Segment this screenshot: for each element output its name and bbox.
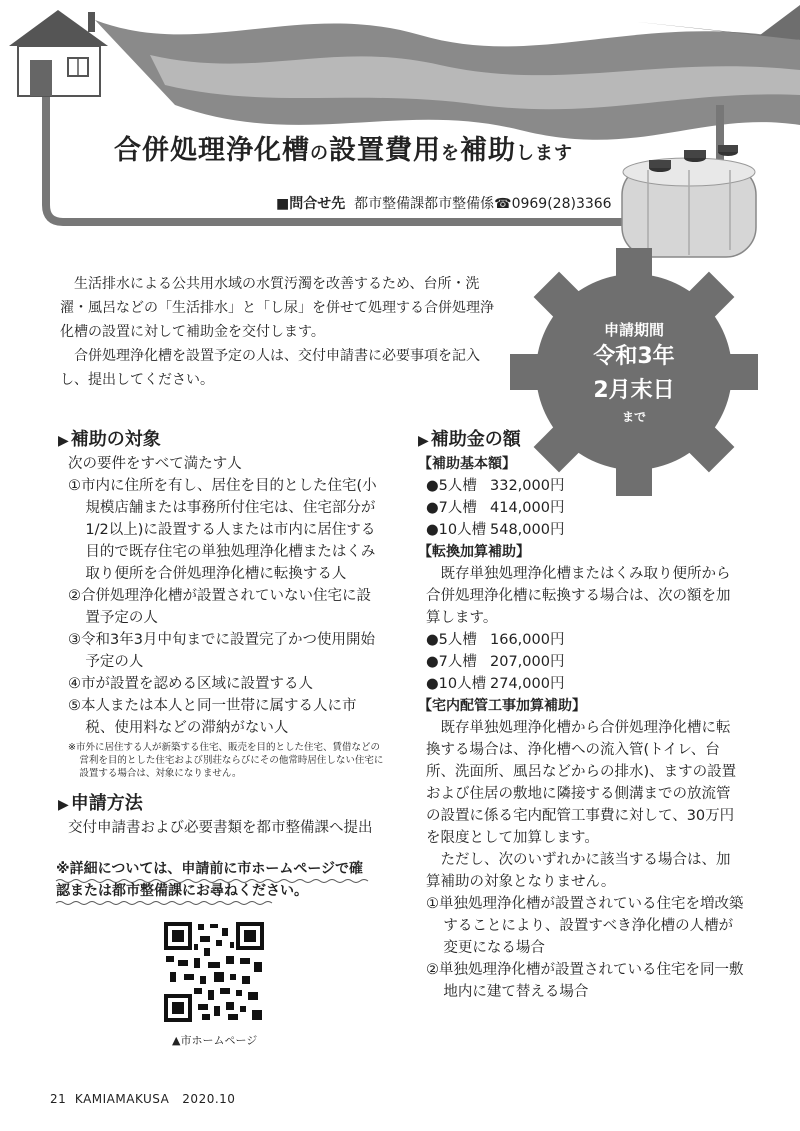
title-part: 補助 [460, 135, 516, 166]
list-item: ②単独処理浄化槽が設置されている住宅を同一敷地内に建て替える場合 [426, 962, 744, 1000]
list-item: ②合併処理浄化槽が設置されていない住宅に設置予定の人 [68, 588, 371, 626]
page-footer [50, 1092, 235, 1106]
amount-section [418, 428, 744, 1003]
amount-heading [418, 428, 744, 453]
intro-text [60, 272, 500, 392]
contact-label: ■問合せ先 [276, 196, 346, 212]
target-lead: 次の要件をすべて満たす人 [68, 456, 242, 472]
issue-date: 2020.10 [182, 1092, 236, 1106]
list-item: ①単独処理浄化槽が設置されている住宅を増改築することにより、設置すべき浄化槽の人槽が変更になる場合 [426, 896, 744, 956]
triangle-icon: ▶ [58, 433, 69, 449]
triangle-icon: ▶ [58, 797, 69, 813]
list-item: ④市が設置を認める区域に設置する人 [68, 676, 313, 692]
list-item: ③令和3年3月中旬までに設置完了かつ使用開始予定の人 [68, 632, 375, 670]
page-title [114, 128, 573, 167]
qr-caption: ▲市ホームページ [172, 1034, 258, 1047]
piping-text: ただし、次のいずれかに該当する場合は、加算補助の対象となりません。 [426, 852, 731, 890]
conversion-text: 既存単独処理浄化槽またはくみ取り便所から合併処理浄化槽に転換する場合は、次の額を加算します。 [426, 566, 731, 626]
page-number: 21 [50, 1092, 67, 1106]
target-note: ※市外に居住する人が新築する住宅、販売を目的とした住宅、賃借などの営利を目的とした住宅および別荘ならびにその他常時居住しない住宅に設置する場合は、対象になりません。 [68, 742, 384, 779]
detail-callout: ※詳細については、申請前に市ホームページで確認または都市整備課にお尋ねください。 [56, 861, 364, 899]
contact-text: 都市整備課都市整備係☎0969(28)3366 [354, 196, 612, 212]
contact-info [276, 193, 612, 213]
title-part: 設置費用 [329, 135, 441, 166]
house-icon [9, 10, 108, 96]
amount-row: ●10人槽 274,000円 [426, 676, 565, 692]
apply-text: 交付申請書および必要書類を都市整備課へ提出 [68, 820, 373, 836]
amount-row: ●7人槽 207,000円 [426, 654, 565, 670]
triangle-icon: ▶ [418, 433, 429, 449]
apply-heading [58, 792, 384, 817]
title-part: を [441, 143, 460, 164]
magazine-name: KAMIAMAKUSA [74, 1092, 170, 1106]
conversion-label: 【転換加算補助】 [418, 544, 530, 560]
piping-label: 【宅内配管工事加算補助】 [418, 698, 586, 714]
amount-row: ●10人槽 548,000円 [426, 522, 565, 538]
heading-text: 申請方法 [70, 793, 143, 814]
application-period [559, 320, 709, 426]
gear-label: 申請期間 [603, 321, 664, 339]
title-part: 合併処理浄化槽 [114, 135, 310, 166]
heading-text: 補助の対象 [70, 429, 161, 450]
amount-row: ●5人槽 332,000円 [426, 478, 565, 494]
gear-date: 2月末日 [593, 378, 675, 403]
piping-text: 既存単独処理浄化槽から合併処理浄化槽に転換する場合は、浄化槽への流入管(トイレ、台所、洗面所、風呂などからの排水)、ますの設置および住居の敷地に隣接する側溝までの放流管の設置に係る宅内配管工事費に対して、30万円を限度として加算します。 [426, 720, 737, 846]
list-item: ①市内に住所を有し、居住を目的とした住宅(小規模店舗または事務所付住宅は、住宅部分が1/2以上)に設置する人または市内に居住する目的で既存住宅の単独処理浄化槽またはくみ取り便所を合併処理浄化槽に転換する人 [68, 478, 377, 582]
amount-row: ●5人槽 166,000円 [426, 632, 565, 648]
septic-tank-icon [622, 145, 756, 257]
qr-code [164, 922, 264, 1022]
target-heading [58, 428, 384, 453]
basic-label: 【補助基本額】 [418, 456, 516, 472]
intro-paragraph: 合併処理浄化槽を設置予定の人は、交付申請書に必要事項を記入し、提出してください。 [60, 348, 480, 388]
target-section [58, 428, 384, 780]
amount-row: ●7人槽 414,000円 [426, 500, 565, 516]
title-part: の [310, 143, 329, 164]
wave-banner [95, 5, 800, 140]
title-part: します [516, 143, 573, 164]
intro-paragraph: 生活排水による公共用水域の水質汚濁を改善するため、台所・洗濯・風呂などの「生活排水」と「し尿」を併せて処理する合併処理浄化槽の設置に対して補助金を交付します。 [60, 276, 494, 340]
list-item: ⑤本人または本人と同一世帯に属する人に市税、使用料などの滞納がない人 [68, 698, 357, 736]
gear-year: 令和3年 [593, 344, 675, 369]
heading-text: 補助金の額 [430, 429, 521, 450]
gear-until: まで [621, 410, 646, 424]
apply-section [58, 792, 384, 839]
